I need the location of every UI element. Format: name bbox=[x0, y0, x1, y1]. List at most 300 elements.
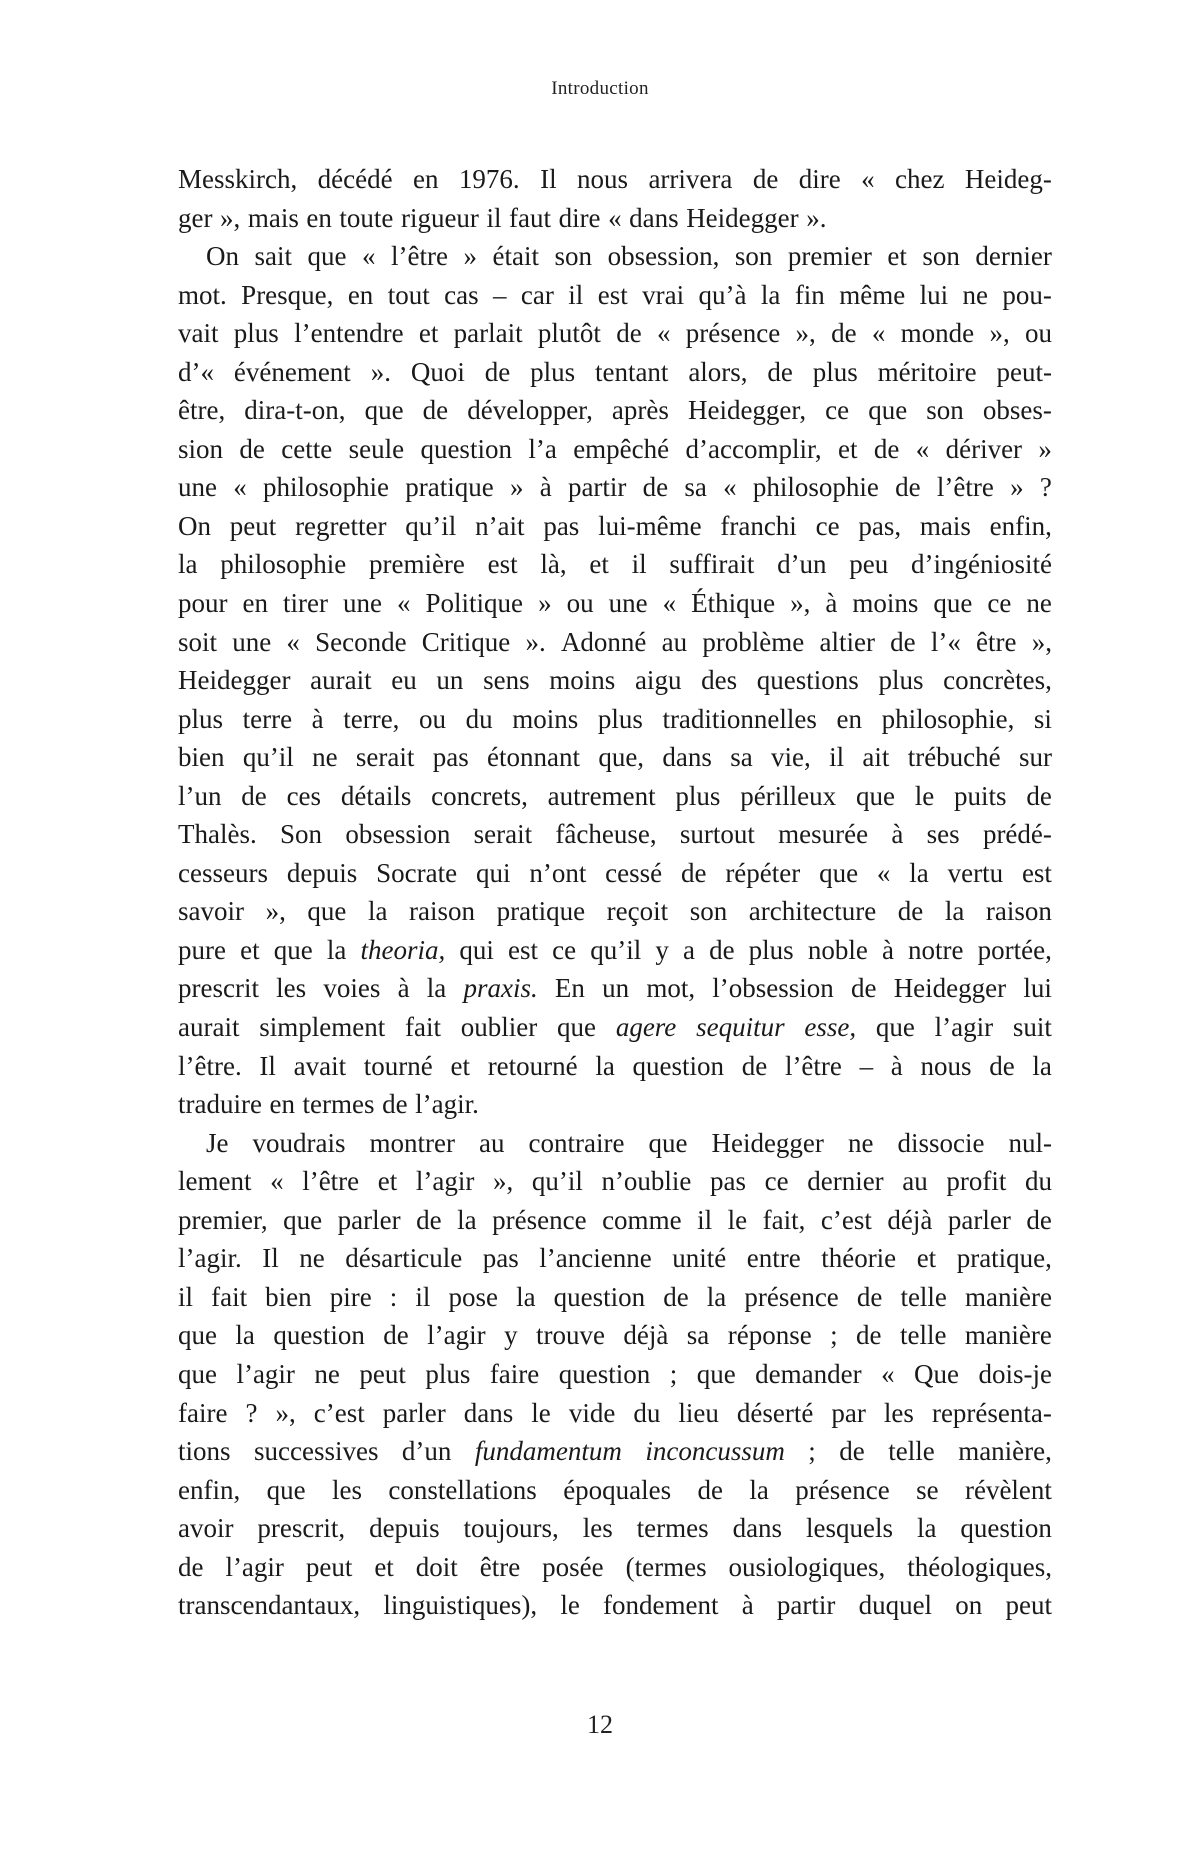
word: la bbox=[595, 1050, 615, 1081]
word: présence bbox=[744, 1281, 839, 1312]
word: « bbox=[608, 202, 622, 233]
word: qui bbox=[459, 934, 494, 965]
word: « bbox=[871, 318, 886, 349]
word: enfin, bbox=[178, 1474, 241, 1505]
word: manière bbox=[965, 1281, 1052, 1312]
word: noble bbox=[807, 934, 868, 965]
word: la bbox=[457, 1204, 477, 1235]
word: pas bbox=[543, 510, 580, 541]
text-line bbox=[178, 1509, 1052, 1548]
word: depuis bbox=[286, 857, 358, 888]
word: » bbox=[1038, 433, 1052, 464]
word: plus bbox=[812, 356, 858, 387]
word: voies bbox=[323, 973, 381, 1004]
word: bien bbox=[178, 742, 225, 773]
word: Heidegger bbox=[711, 1127, 824, 1158]
word: la bbox=[516, 1281, 536, 1312]
word: événement bbox=[233, 356, 351, 387]
word: son bbox=[689, 896, 728, 927]
word: sa bbox=[686, 1320, 710, 1351]
word: dire bbox=[798, 164, 841, 194]
word: de bbox=[895, 472, 921, 503]
word: en bbox=[269, 1089, 295, 1120]
word: », bbox=[989, 318, 1010, 349]
word: ». bbox=[525, 626, 546, 657]
word: et bbox=[887, 241, 907, 272]
word: dériver bbox=[945, 433, 1023, 464]
word: parlait bbox=[453, 318, 523, 349]
word: (termes bbox=[625, 1551, 707, 1582]
word: Je bbox=[206, 1127, 229, 1158]
word: toute bbox=[339, 202, 394, 233]
word: Presque, bbox=[241, 279, 334, 310]
word: nul- bbox=[1008, 1127, 1052, 1158]
word: ce bbox=[552, 934, 577, 965]
text-line bbox=[178, 623, 1052, 662]
word: à bbox=[741, 1590, 754, 1621]
word: il bbox=[697, 1204, 713, 1235]
word: il bbox=[178, 1281, 194, 1312]
word: fâcheuse, bbox=[555, 819, 657, 850]
word: moins bbox=[852, 588, 919, 619]
word: mot, bbox=[646, 973, 696, 1004]
word: ou bbox=[419, 703, 447, 734]
word: », bbox=[220, 202, 241, 233]
word: En bbox=[554, 973, 585, 1004]
word: Politique bbox=[425, 588, 524, 619]
word: tourné bbox=[363, 1050, 433, 1081]
word: dissocie bbox=[897, 1127, 985, 1158]
word: partir bbox=[567, 472, 627, 503]
word: bien bbox=[265, 1281, 312, 1312]
word: philosophie bbox=[752, 472, 879, 503]
text-line bbox=[178, 738, 1052, 777]
word: Heidegger, bbox=[687, 395, 807, 426]
word: révèlent bbox=[964, 1474, 1052, 1505]
word: que bbox=[364, 395, 404, 426]
text-line bbox=[178, 314, 1052, 353]
word: là, bbox=[540, 549, 567, 580]
word: rigueur bbox=[400, 202, 479, 233]
word: plus bbox=[530, 356, 576, 387]
italic-word: fundamentum bbox=[474, 1436, 622, 1467]
word: de bbox=[1026, 1204, 1052, 1235]
word: parler bbox=[947, 1204, 1011, 1235]
word: faire bbox=[489, 1358, 540, 1389]
text-line bbox=[178, 1586, 1052, 1625]
word: d’un bbox=[401, 1436, 452, 1467]
word: dernier bbox=[807, 1166, 884, 1197]
word: après bbox=[611, 395, 669, 426]
word: plus bbox=[233, 318, 279, 349]
word: a bbox=[682, 934, 695, 965]
word: au bbox=[902, 1166, 928, 1197]
word: Quoi bbox=[410, 356, 465, 387]
word: l’être bbox=[391, 241, 448, 272]
word: traditionnelles bbox=[662, 703, 817, 734]
word: que bbox=[178, 1358, 217, 1389]
word: n’oublie bbox=[601, 1166, 692, 1197]
word: Seconde bbox=[315, 626, 407, 657]
word: époquales bbox=[563, 1474, 672, 1505]
word: « bbox=[915, 433, 930, 464]
word: – bbox=[859, 1050, 874, 1081]
word: n’ont bbox=[529, 857, 587, 888]
word: que bbox=[557, 1012, 597, 1043]
word: l’a bbox=[528, 433, 557, 464]
word: Socrate bbox=[376, 857, 458, 888]
word: dans bbox=[629, 202, 679, 233]
word: linguistiques), bbox=[383, 1590, 538, 1621]
word: décédé bbox=[317, 164, 393, 194]
word: est bbox=[1021, 857, 1052, 888]
word: », bbox=[795, 318, 816, 349]
word: pour bbox=[178, 588, 228, 619]
word: profit bbox=[946, 1166, 1007, 1197]
word: Heidegger bbox=[686, 202, 799, 233]
word: notre bbox=[908, 934, 964, 965]
word: que bbox=[307, 896, 347, 927]
word: termes bbox=[302, 1089, 375, 1120]
word: ? bbox=[245, 1397, 258, 1428]
text-line bbox=[178, 1085, 1052, 1124]
word: la bbox=[909, 857, 929, 888]
word: que bbox=[875, 1012, 915, 1043]
word: oublier bbox=[460, 1012, 538, 1043]
word: » bbox=[538, 588, 552, 619]
word: que, bbox=[598, 742, 645, 773]
word: moins bbox=[512, 703, 579, 734]
text-line bbox=[178, 353, 1052, 392]
word: l’être. bbox=[178, 1050, 242, 1081]
text-line bbox=[178, 700, 1052, 739]
word: en bbox=[306, 202, 332, 233]
word: questions bbox=[756, 665, 859, 696]
word: ne bbox=[312, 742, 338, 773]
word: d’ingéniosité bbox=[911, 549, 1052, 580]
word: simplement bbox=[259, 1012, 386, 1043]
italic-word: inconcussum bbox=[645, 1436, 785, 1467]
text-line bbox=[178, 777, 1052, 816]
word: problème bbox=[702, 626, 805, 657]
word: cette bbox=[281, 433, 333, 464]
word: peut bbox=[229, 510, 277, 541]
word: parler bbox=[382, 1397, 446, 1428]
text-line bbox=[178, 931, 1052, 970]
italic-word: theoria, bbox=[360, 934, 446, 965]
word: peut bbox=[359, 1358, 406, 1389]
word: présence bbox=[685, 318, 781, 349]
word: à bbox=[891, 819, 904, 850]
word: franchi bbox=[720, 510, 797, 541]
text-line bbox=[178, 854, 1052, 893]
word: sa bbox=[684, 472, 707, 503]
word: prescrit bbox=[178, 973, 259, 1004]
word: Messkirch, bbox=[178, 164, 298, 194]
word: et bbox=[377, 1166, 398, 1197]
word: à bbox=[825, 588, 838, 619]
word: pratique, bbox=[956, 1243, 1052, 1274]
word: plus bbox=[178, 703, 224, 734]
word: de bbox=[873, 433, 900, 464]
word: son bbox=[926, 395, 964, 426]
text-line bbox=[178, 545, 1052, 584]
word: qui bbox=[475, 857, 511, 888]
word: de bbox=[709, 934, 735, 965]
word: de bbox=[856, 1320, 882, 1351]
word: dans bbox=[662, 742, 712, 773]
word: périlleux bbox=[740, 780, 837, 811]
word: de bbox=[680, 857, 707, 888]
word: un bbox=[436, 665, 464, 696]
word: au bbox=[479, 1127, 505, 1158]
word: partir bbox=[776, 1590, 836, 1621]
word: fait bbox=[211, 1281, 248, 1312]
text-line bbox=[178, 199, 1052, 238]
word: montrer bbox=[369, 1127, 455, 1158]
word: avoir bbox=[178, 1513, 234, 1544]
word: que bbox=[648, 1127, 688, 1158]
text-line bbox=[178, 1239, 1052, 1278]
word: fondement bbox=[603, 1590, 719, 1621]
word: « bbox=[233, 472, 247, 503]
word: le bbox=[727, 1204, 748, 1235]
word: chez bbox=[895, 164, 945, 194]
italic-word: sequitur bbox=[696, 1012, 785, 1043]
word: dire bbox=[558, 202, 601, 233]
word: plus bbox=[597, 703, 643, 734]
word: serait bbox=[473, 819, 533, 850]
word: eu bbox=[391, 665, 417, 696]
text-line bbox=[178, 1394, 1052, 1433]
word: il bbox=[486, 202, 502, 233]
word: sa bbox=[730, 742, 753, 773]
word: d’accomplir, bbox=[685, 433, 822, 464]
word: première bbox=[368, 549, 465, 580]
word: posée bbox=[542, 1551, 604, 1582]
word: enfin, bbox=[989, 510, 1052, 541]
text-line bbox=[178, 160, 1052, 199]
word: Il bbox=[259, 1050, 276, 1081]
word: les bbox=[582, 1513, 613, 1544]
word: le bbox=[531, 1397, 551, 1428]
word: qu’à bbox=[698, 279, 747, 310]
text-line bbox=[178, 391, 1052, 430]
word: la bbox=[1032, 1050, 1052, 1081]
word: l’agir bbox=[225, 1551, 284, 1582]
word: méritoire bbox=[877, 356, 977, 387]
word: question bbox=[632, 1050, 725, 1081]
word: duquel bbox=[858, 1590, 933, 1621]
word: l’agir bbox=[415, 1166, 475, 1197]
word: peu bbox=[849, 549, 889, 580]
word: étonnant bbox=[487, 742, 581, 773]
word: être bbox=[479, 1551, 521, 1582]
text-line bbox=[178, 468, 1052, 507]
word: concrets, bbox=[431, 780, 528, 811]
word: peut bbox=[305, 1551, 353, 1582]
word: théorie bbox=[821, 1243, 897, 1274]
text-line bbox=[178, 237, 1052, 276]
word: suit bbox=[1012, 1012, 1052, 1043]
word: du bbox=[633, 1397, 661, 1428]
word: présence bbox=[492, 1204, 587, 1235]
word: termes bbox=[636, 1513, 709, 1544]
word: philosophie bbox=[262, 472, 389, 503]
word: qu’il bbox=[590, 934, 642, 965]
word: et bbox=[589, 549, 609, 580]
word: lieu bbox=[678, 1397, 719, 1428]
word: l’entendre bbox=[294, 318, 404, 349]
word: du bbox=[1024, 1166, 1052, 1197]
word: la bbox=[760, 279, 781, 310]
word: mesurée bbox=[778, 819, 869, 850]
word: à bbox=[881, 934, 894, 965]
word: « bbox=[657, 318, 671, 349]
text-line bbox=[178, 1471, 1052, 1510]
word: de bbox=[839, 1436, 865, 1467]
word: avait bbox=[293, 1050, 347, 1081]
text-line bbox=[178, 1008, 1052, 1047]
word: de bbox=[890, 626, 916, 657]
word: de bbox=[1026, 780, 1052, 811]
word: altier bbox=[819, 626, 875, 657]
word: de bbox=[422, 395, 449, 426]
word: à bbox=[539, 472, 552, 503]
text-line bbox=[178, 1124, 1052, 1163]
word: obsession bbox=[345, 819, 451, 850]
word: le bbox=[914, 780, 935, 811]
word: sur bbox=[1018, 742, 1052, 773]
word: ne bbox=[962, 279, 989, 310]
text-line bbox=[178, 507, 1052, 546]
word: l’agir. bbox=[178, 1243, 242, 1274]
word: monde bbox=[900, 318, 975, 349]
word: plus bbox=[748, 934, 794, 965]
word: de bbox=[851, 973, 877, 1004]
running-head: Introduction bbox=[551, 78, 649, 99]
word: constellations bbox=[388, 1474, 537, 1505]
word: », bbox=[1031, 626, 1052, 657]
word: « bbox=[861, 164, 875, 194]
word: doit bbox=[415, 1551, 458, 1582]
word: pure bbox=[178, 934, 226, 965]
word: lesquels bbox=[806, 1513, 894, 1544]
word: les bbox=[276, 973, 307, 1004]
word: peut bbox=[1005, 1590, 1052, 1621]
word: « bbox=[397, 588, 411, 619]
word: », bbox=[265, 896, 286, 927]
word: par bbox=[831, 1397, 866, 1428]
word: pratique bbox=[405, 472, 494, 503]
word: pas, bbox=[858, 510, 902, 541]
word: fin bbox=[794, 279, 825, 310]
word: les bbox=[883, 1397, 914, 1428]
word: dernier bbox=[975, 241, 1052, 272]
word: même bbox=[839, 279, 906, 310]
word: l’agir bbox=[427, 1320, 486, 1351]
word: reçoit bbox=[606, 896, 669, 927]
word: – bbox=[493, 279, 507, 310]
word: on bbox=[955, 1590, 983, 1621]
word: l’être bbox=[936, 472, 994, 503]
word: d’« bbox=[178, 356, 214, 387]
word: retourné bbox=[487, 1050, 578, 1081]
word: vait bbox=[178, 318, 219, 349]
word: il bbox=[631, 549, 647, 580]
word: réponse bbox=[727, 1320, 812, 1351]
word: et bbox=[240, 934, 260, 965]
word: que bbox=[933, 588, 973, 619]
word: manière, bbox=[958, 1436, 1052, 1467]
word: la bbox=[749, 1474, 769, 1505]
word: ces bbox=[286, 780, 322, 811]
word: la bbox=[326, 934, 347, 965]
word: demander bbox=[755, 1358, 862, 1389]
word: autrement bbox=[547, 780, 656, 811]
word: ses bbox=[926, 819, 960, 850]
text-line bbox=[178, 815, 1052, 854]
word: pas bbox=[432, 742, 469, 773]
word: ne bbox=[299, 1243, 325, 1274]
word: c’est bbox=[820, 1204, 872, 1235]
word: philosophie bbox=[220, 549, 347, 580]
word: déserté bbox=[736, 1397, 814, 1428]
word: d’un bbox=[777, 549, 827, 580]
text-line bbox=[178, 1278, 1052, 1317]
word: est bbox=[487, 549, 518, 580]
word: l’être bbox=[302, 1166, 360, 1197]
word: sion bbox=[178, 433, 224, 464]
text-line bbox=[178, 969, 1052, 1008]
word: Il bbox=[262, 1243, 279, 1274]
word: répéter bbox=[725, 857, 801, 888]
word: Que bbox=[914, 1358, 960, 1389]
word: » bbox=[463, 241, 478, 272]
word: Son bbox=[280, 819, 323, 850]
word: entre bbox=[746, 1243, 801, 1274]
word: telle bbox=[900, 1281, 947, 1312]
word: fait, bbox=[762, 1204, 806, 1235]
word: voudrais bbox=[252, 1127, 346, 1158]
word: de bbox=[989, 1050, 1015, 1081]
word: c’est bbox=[313, 1397, 365, 1428]
word: ; bbox=[669, 1358, 678, 1389]
word: soit bbox=[178, 626, 218, 657]
word: « bbox=[876, 857, 891, 888]
word: serait bbox=[355, 742, 415, 773]
word: mais bbox=[919, 510, 971, 541]
word: Il bbox=[540, 164, 557, 194]
word: : bbox=[389, 1281, 398, 1312]
word: de bbox=[382, 1089, 408, 1120]
word: ne bbox=[1026, 588, 1052, 619]
word: il bbox=[415, 1281, 431, 1312]
text-line bbox=[178, 1355, 1052, 1394]
word: depuis bbox=[369, 1513, 440, 1544]
word: surtout bbox=[679, 819, 755, 850]
word: et bbox=[837, 433, 858, 464]
word: question bbox=[420, 433, 512, 464]
word: », bbox=[492, 1166, 514, 1197]
word: dois-je bbox=[978, 1358, 1052, 1389]
word: de bbox=[642, 472, 669, 503]
word: l’agir bbox=[934, 1012, 994, 1043]
word: que bbox=[178, 1320, 217, 1351]
word: telle bbox=[888, 1436, 935, 1467]
italic-word: esse, bbox=[804, 1012, 857, 1043]
word: développer, bbox=[467, 395, 593, 426]
